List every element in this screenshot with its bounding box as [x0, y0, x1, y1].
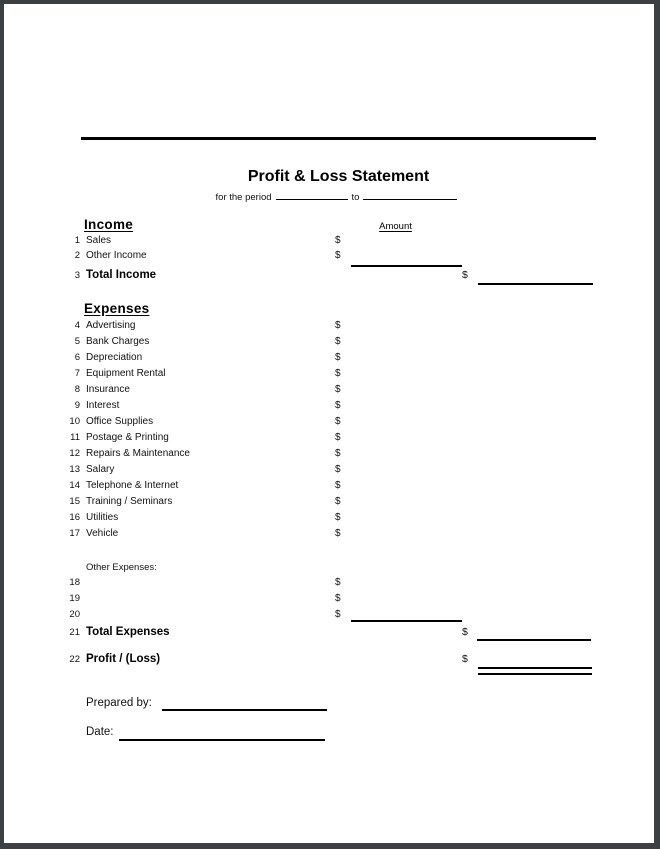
row-label: Salary — [86, 464, 115, 475]
row-label: Postage & Printing — [86, 432, 169, 443]
row-label: Profit / (Loss) — [86, 653, 161, 665]
dollar-sign: $ — [335, 320, 341, 331]
dollar-sign: $ — [335, 352, 341, 363]
period-start-blank — [276, 190, 348, 200]
dollar-sign: $ — [335, 432, 341, 443]
row-number: 1 — [74, 235, 80, 246]
dollar-sign: $ — [462, 653, 468, 665]
dollar-sign: $ — [335, 480, 341, 491]
row-label: Office Supplies — [86, 416, 154, 427]
row-label: Depreciation — [86, 352, 143, 363]
dollar-sign: $ — [335, 496, 341, 507]
period-line — [81, 190, 596, 204]
dollar-sign: $ — [335, 512, 341, 523]
expense-row-telephone-internet — [0, 480, 660, 494]
row-label: Utilities — [86, 512, 119, 523]
row-label: Total Income — [86, 269, 157, 281]
row-number: 9 — [74, 400, 80, 411]
expense-row-training-seminars — [0, 496, 660, 510]
dollar-sign: $ — [462, 269, 468, 281]
expense-row-salary — [0, 464, 660, 478]
row-label: Interest — [86, 400, 120, 411]
row-number: 4 — [74, 320, 80, 331]
row-number: 21 — [69, 627, 80, 638]
row-number: 7 — [74, 368, 80, 379]
total-expenses-blank-line — [477, 639, 591, 641]
row-number: 22 — [69, 654, 80, 665]
dollar-sign: $ — [335, 528, 341, 539]
other-expense-row-20 — [0, 609, 660, 623]
other-expense-row-18 — [0, 577, 660, 591]
document-title: Profit & Loss Statement — [247, 168, 430, 185]
prepared-by-label: Prepared by: — [86, 697, 152, 709]
row-number: 16 — [69, 512, 80, 523]
total-income-row — [0, 269, 660, 283]
total-income-blank-line — [478, 283, 593, 285]
row-number: 13 — [69, 464, 80, 475]
income-row-sales — [0, 235, 660, 249]
total-expenses-row — [0, 626, 660, 640]
row-label: Repairs & Maintenance — [86, 448, 190, 459]
other-expense-row-19 — [0, 593, 660, 607]
row-number: 19 — [69, 593, 80, 604]
row-label: Vehicle — [86, 528, 119, 539]
prepared-by-blank-line — [162, 709, 327, 711]
row-number: 6 — [74, 352, 80, 363]
other-expenses-heading: Other Expenses: — [86, 562, 157, 573]
expense-row-depreciation — [0, 352, 660, 366]
period-label: for the period — [215, 192, 272, 203]
row-label: Training / Seminars — [86, 496, 173, 507]
row-number: 15 — [69, 496, 80, 507]
row-number: 17 — [69, 528, 80, 539]
row-number: 11 — [70, 432, 80, 443]
expense-row-equipment-rental — [0, 368, 660, 382]
row-number: 8 — [74, 384, 80, 395]
dollar-sign: $ — [335, 464, 341, 475]
row-label: Telephone & Internet — [86, 480, 179, 491]
expense-row-vehicle — [0, 528, 660, 542]
income-subtotal-line — [351, 265, 462, 267]
expense-row-postage-printing — [0, 432, 660, 446]
dollar-sign: $ — [335, 593, 341, 604]
dollar-sign: $ — [335, 384, 341, 395]
expense-row-bank-charges — [0, 336, 660, 350]
row-number: 20 — [69, 609, 80, 620]
expense-row-advertising — [0, 320, 660, 334]
row-number: 5 — [74, 336, 80, 347]
dollar-sign: $ — [335, 609, 341, 620]
title-block — [81, 167, 596, 204]
date-blank-line — [119, 739, 325, 741]
income-row-other-income — [0, 250, 660, 264]
top-divider-rule — [81, 137, 596, 140]
row-label: Insurance — [86, 384, 130, 395]
expense-row-interest — [0, 400, 660, 414]
period-to-label: to — [351, 192, 360, 203]
expense-row-repairs-maintenance — [0, 448, 660, 462]
row-number: 12 — [69, 448, 80, 459]
dollar-sign: $ — [335, 336, 341, 347]
row-number: 2 — [74, 250, 80, 261]
row-number: 18 — [69, 577, 80, 588]
row-number: 3 — [74, 270, 80, 281]
income-heading: Income — [84, 217, 134, 232]
row-label: Total Expenses — [86, 626, 170, 638]
expenses-subtotal-line — [351, 620, 462, 622]
row-number: 14 — [69, 480, 80, 491]
dollar-sign: $ — [335, 577, 341, 588]
dollar-sign: $ — [335, 368, 341, 379]
dollar-sign: $ — [335, 400, 341, 411]
row-label: Advertising — [86, 320, 136, 331]
period-end-blank — [363, 190, 457, 200]
dollar-sign: $ — [335, 448, 341, 459]
expenses-heading: Expenses — [84, 301, 150, 316]
expense-row-utilities — [0, 512, 660, 526]
row-label: Bank Charges — [86, 336, 150, 347]
expense-row-insurance — [0, 384, 660, 398]
row-label: Equipment Rental — [86, 368, 166, 379]
profit-loss-row — [0, 653, 660, 667]
row-label: Sales — [86, 235, 112, 246]
amount-column-header: Amount — [379, 221, 412, 232]
dollar-sign: $ — [335, 235, 341, 246]
row-label: Other Income — [86, 250, 147, 261]
date-label: Date: — [86, 726, 114, 738]
profit-loss-double-underline — [478, 667, 592, 675]
row-number: 10 — [69, 416, 80, 427]
dollar-sign: $ — [462, 626, 468, 638]
expense-row-office-supplies — [0, 416, 660, 430]
dollar-sign: $ — [335, 416, 341, 427]
dollar-sign: $ — [335, 250, 341, 261]
